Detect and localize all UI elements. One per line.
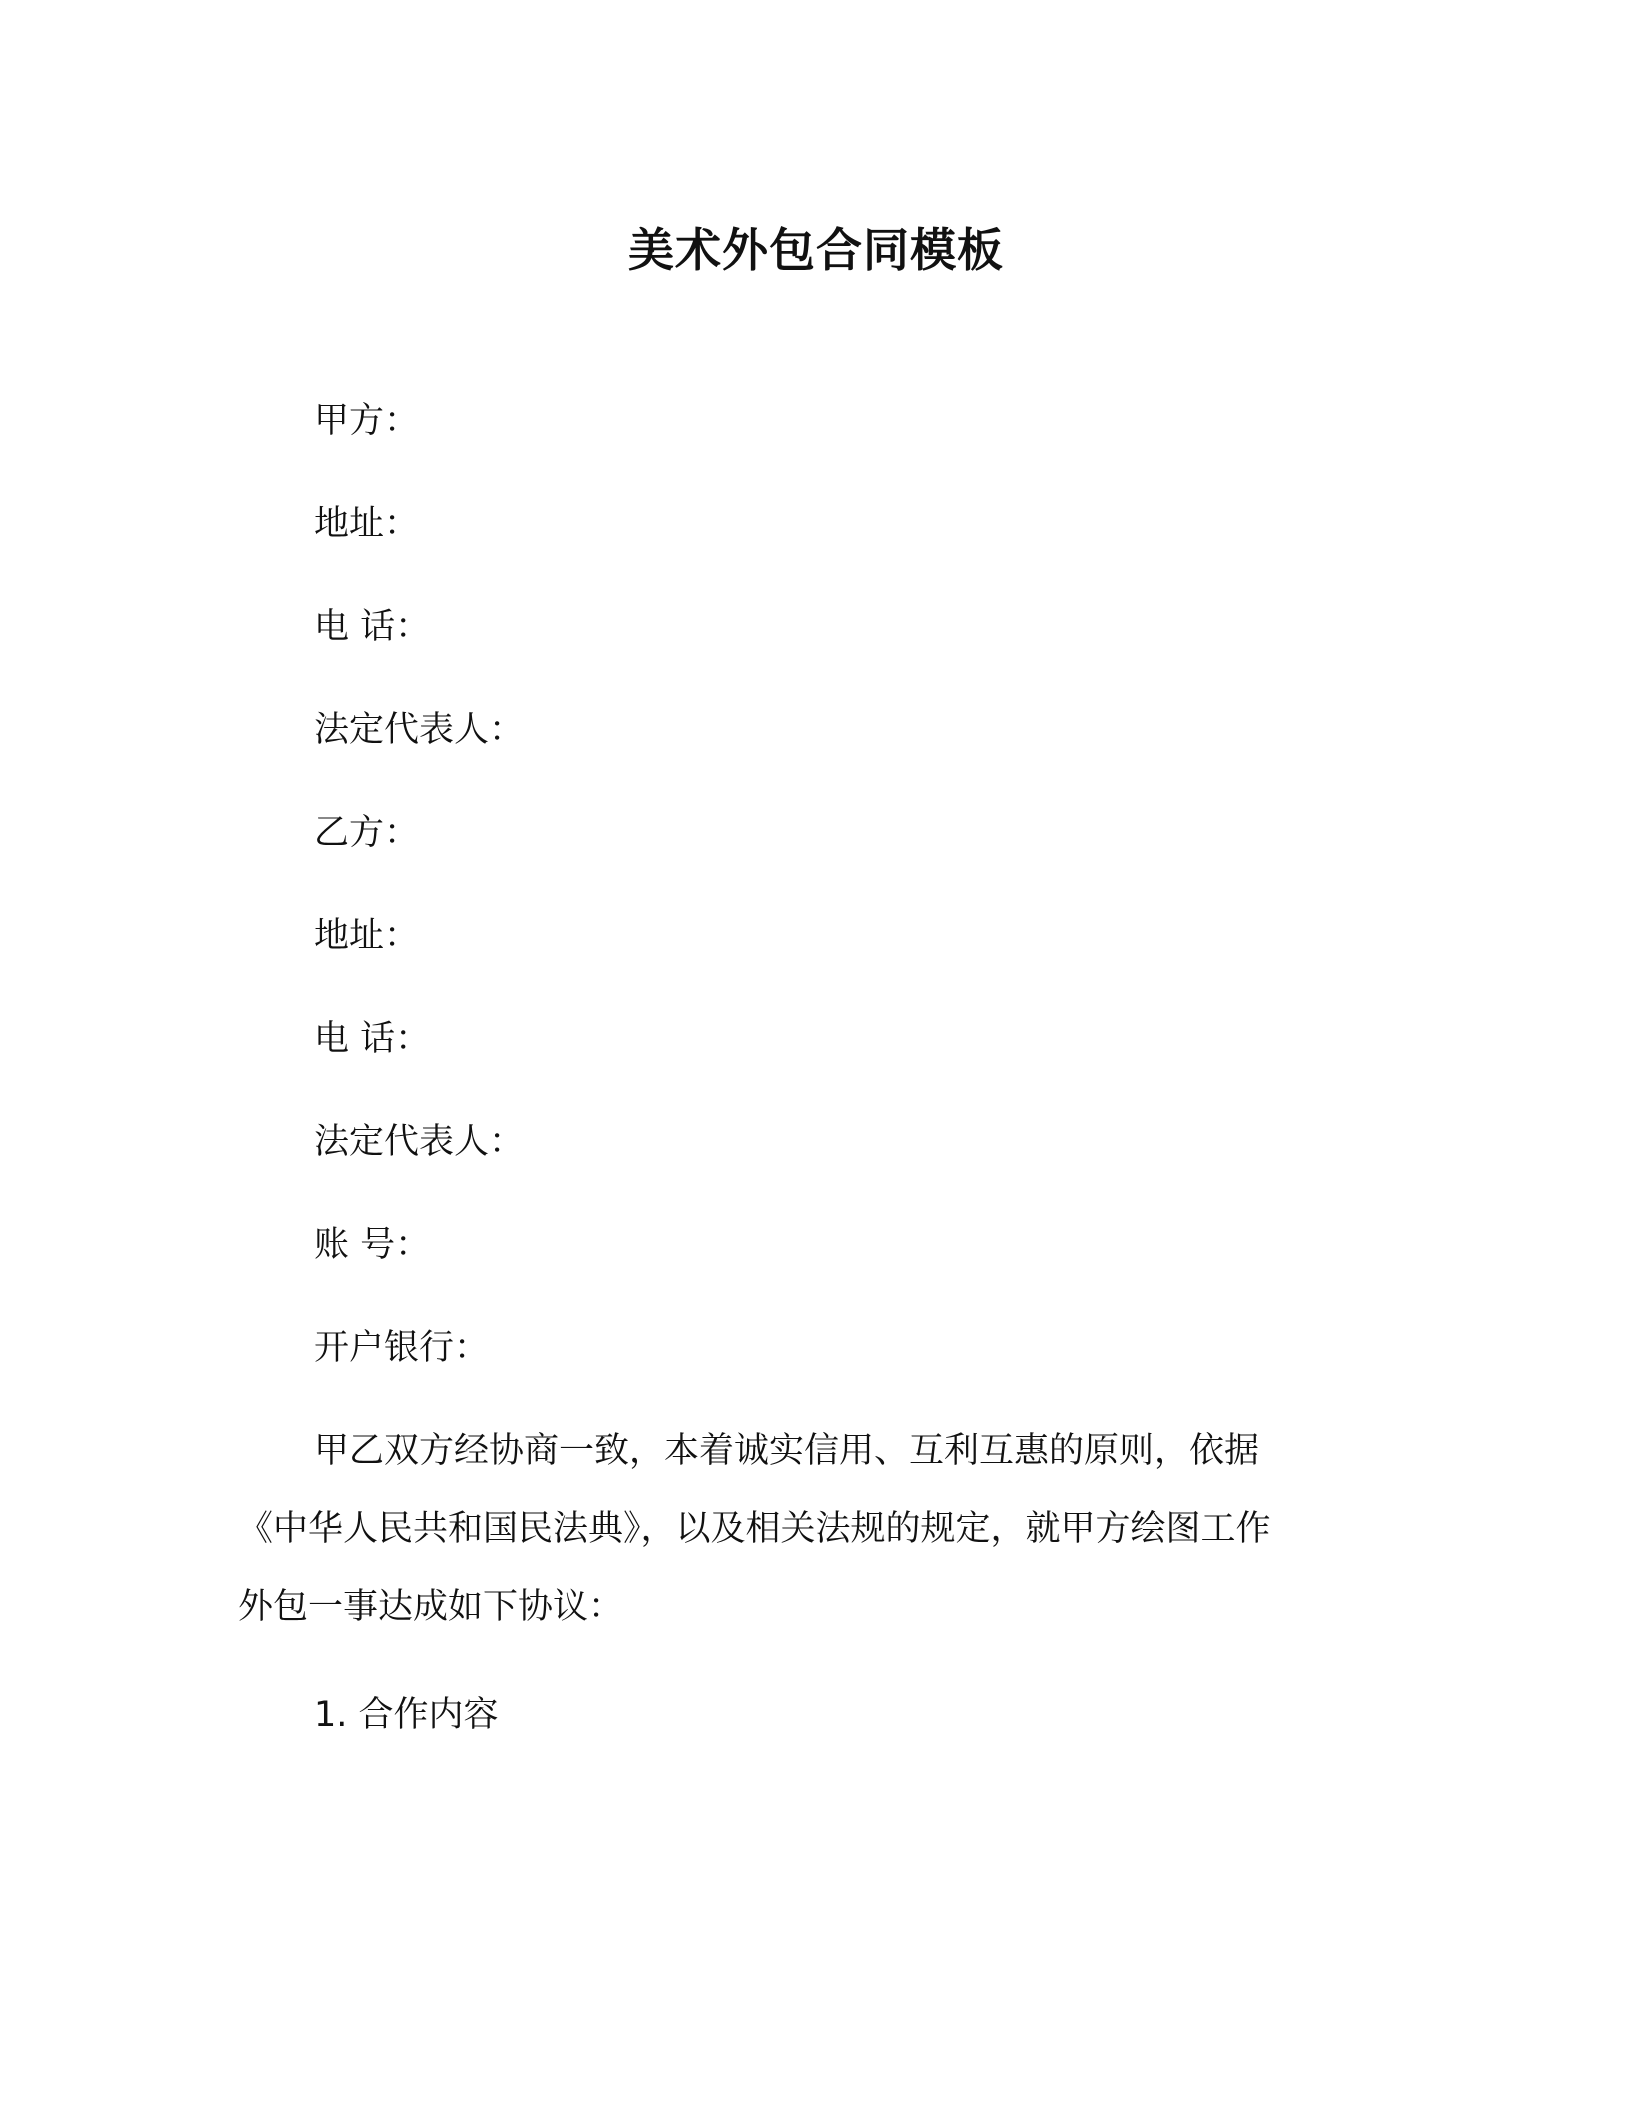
party-a-phone-label: 电 话：: [314, 607, 431, 647]
intro-line: 甲乙双方经协商一致，本着诚实信用、互利互惠的原则，依据: [314, 1431, 1260, 1471]
intro-paragraph: [238, 1429, 1388, 1663]
intro-line: 外包一事达成如下协议：: [238, 1587, 624, 1627]
party-b-label: 乙方：: [314, 813, 420, 853]
party-b-legal-representative-label: 法定代表人：: [314, 1122, 525, 1162]
party-a-address-label: 地址：: [314, 504, 420, 544]
party-b-address-label: 地址：: [314, 916, 420, 956]
document-title: 美术外包合同模板: [628, 223, 1004, 277]
bank-name-label: 开户银行：: [314, 1328, 490, 1368]
party-b-phone-label: 电 话：: [314, 1019, 431, 1059]
intro-line: 《中华人民共和国民法典》，以及相关法规的规定，就甲方绘图工作: [238, 1509, 1271, 1549]
account-number-label: 账 号：: [314, 1225, 431, 1265]
section-heading-cooperation-content: 1. 合作内容: [314, 1695, 499, 1735]
party-a-label: 甲方：: [314, 401, 420, 441]
party-a-legal-representative-label: 法定代表人：: [314, 710, 525, 750]
